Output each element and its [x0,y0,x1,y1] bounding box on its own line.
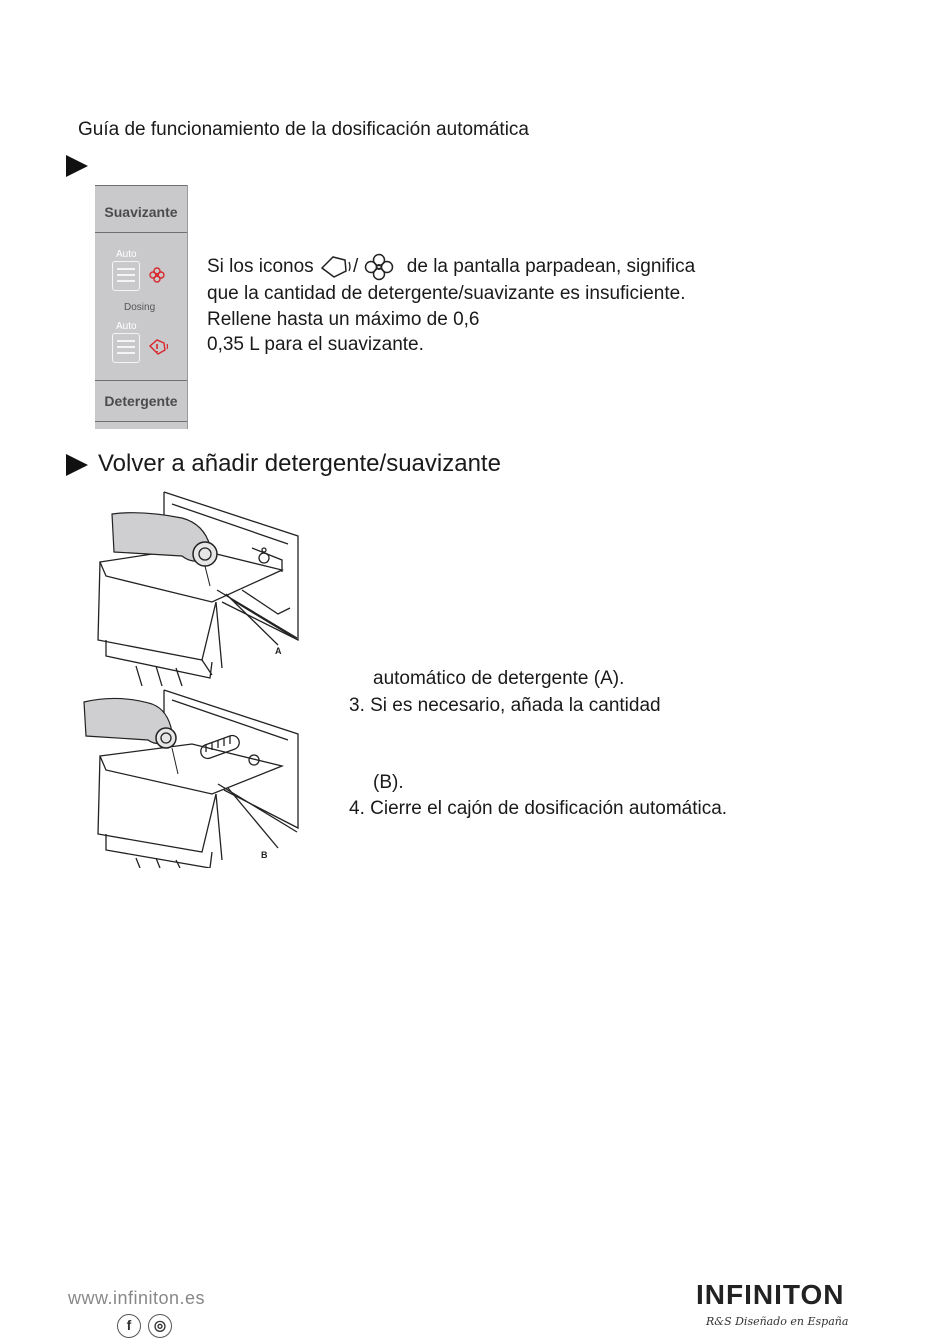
softener-label: Suavizante [104,204,178,220]
detergent-auto-button[interactable] [112,333,140,363]
info-line2: que la cantidad de detergente/suavizante es insuficiente. [207,283,686,304]
page-title: Guía de funcionamiento de la dosificación automática [78,119,529,140]
flower-icon-inline [364,253,394,281]
arrow-bullet-icon [66,454,88,476]
info-line3: Rellene hasta un máximo de 0,6 [207,308,480,330]
detergent-warning-icon [147,338,171,356]
drawer-illustration-a [92,490,302,690]
brand-logo: INFINITON [696,1279,845,1310]
drawer-illustration-b [78,688,302,868]
label-a: A [275,646,282,656]
section-title: Volver a añadir detergente/suavizante [98,450,501,477]
step-line-4: 4. Cierre el cajón de dosificación automática. [349,798,728,819]
info-line4: 0,35 L para el suavizante. [207,334,424,356]
brand-tagline: R&S Diseñado en España [706,1315,849,1328]
flower-icon [149,267,165,283]
info-paragraph [207,253,807,358]
softener-auto-button[interactable] [112,261,140,291]
label-b: B [261,850,268,860]
instagram-icon[interactable]: ◎ [148,1314,172,1338]
auto-label-softener: Auto [116,249,137,260]
website-link[interactable]: www.infiniton.es [68,1288,206,1308]
step-line-1: automático de detergente (A). [373,668,625,689]
control-panel [95,185,188,429]
facebook-icon[interactable]: f [117,1314,141,1338]
step-line-3: (B). [373,772,404,793]
info-line1-end: de la pantalla parpadean, significa [406,256,696,278]
info-line1-start: Si los iconos [207,256,314,278]
auto-label-detergent: Auto [116,321,137,332]
arrow-bullet-icon [66,155,88,177]
info-line1-sep: / [352,256,359,278]
step-line-2: 3. Si es necesario, añada la cantidad [349,695,661,716]
detergent-bottle-icon [319,254,353,280]
dosing-label: Dosing [124,302,156,313]
detergent-label: Detergente [104,393,178,409]
